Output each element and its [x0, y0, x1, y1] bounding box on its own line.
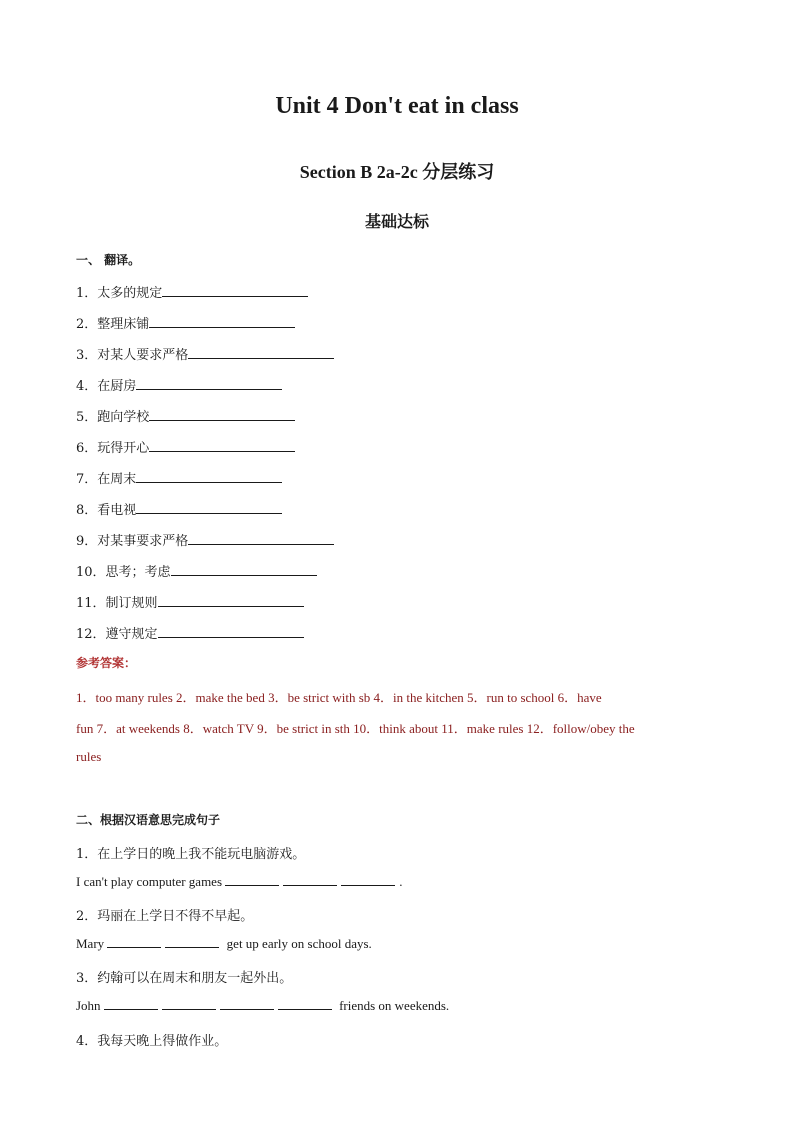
- answer-blank[interactable]: [158, 594, 304, 607]
- translate-item: [76, 344, 334, 363]
- sentence-end: .: [399, 874, 403, 889]
- answer-blank[interactable]: [165, 936, 219, 948]
- answer-key-line: rules: [76, 749, 102, 764]
- translate-item: [76, 313, 295, 332]
- answer-blank[interactable]: [278, 998, 332, 1010]
- translate-item: [76, 375, 282, 394]
- sentence-prompt: 1．在上学日的晚上我不能玩电脑游戏。: [76, 847, 306, 862]
- item-text: 3．对某人要求严格: [76, 348, 189, 363]
- translate-item: [76, 406, 295, 425]
- translate-item: [76, 623, 304, 642]
- sentence-start: Mary: [76, 936, 105, 951]
- sentence-end: get up early on school days.: [226, 936, 372, 951]
- item-text: 6．玩得开心: [76, 441, 150, 456]
- answer-blank[interactable]: [283, 874, 337, 886]
- item-text: 9．对某事要求严格: [76, 534, 189, 549]
- answer-key-line: 1．too many rules 2．make the bed 3．be strict with sb 4．in the kitchen 5．run to school 6．have: [76, 690, 602, 705]
- answer-blank[interactable]: [149, 315, 295, 328]
- answer-blank[interactable]: [341, 874, 395, 886]
- translate-item: [76, 468, 282, 487]
- item-text: 5．跑向学校: [76, 410, 150, 425]
- item-text: 8．看电视: [76, 503, 137, 518]
- translate-item: [76, 437, 295, 456]
- translate-item: [76, 499, 282, 518]
- answer-blank[interactable]: [162, 284, 308, 297]
- sentence-end: friends on weekends.: [339, 998, 450, 1013]
- part1-heading: 一、 翻译。: [76, 253, 141, 267]
- answer-blank[interactable]: [104, 998, 158, 1010]
- sentence-prompt: 2．玛丽在上学日不得不早起。: [76, 909, 254, 924]
- part2-heading: 二、根据汉语意思完成句子: [76, 813, 221, 827]
- sentence-start: John: [76, 998, 101, 1013]
- item-text: 1．太多的规定: [76, 286, 163, 301]
- answer-blank[interactable]: [136, 377, 282, 390]
- answer-blank[interactable]: [158, 625, 304, 638]
- answer-blank[interactable]: [149, 408, 295, 421]
- answer-blank[interactable]: [107, 936, 161, 948]
- item-text: 11．制订规则: [76, 596, 158, 611]
- sentence-prompt: 4．我每天晚上得做作业。: [76, 1034, 228, 1049]
- item-text: 2．整理床铺: [76, 317, 150, 332]
- answer-key-heading: 参考答案：: [76, 656, 137, 670]
- sentence-answer-line: [76, 998, 449, 1014]
- item-text: 7．在周末: [76, 472, 137, 487]
- translate-item: [76, 530, 334, 549]
- section-subtitle: Section B 2a-2c 分层练习: [299, 162, 495, 182]
- answer-blank[interactable]: [171, 563, 317, 576]
- page-title: Unit 4 Don't eat in class: [275, 93, 519, 119]
- answer-blank[interactable]: [188, 346, 334, 359]
- item-text: 4．在厨房: [76, 379, 137, 394]
- answer-key-line: fun 7．at weekends 8．watch TV 9．be strict in sth 10．think about 11．make rules 12．follow/obey the: [76, 721, 635, 736]
- answer-blank[interactable]: [188, 532, 334, 545]
- sentence-answer-line: [76, 936, 372, 952]
- answer-blank[interactable]: [136, 501, 282, 514]
- sentence-answer-line: [76, 874, 403, 890]
- sentence-prompt: 3．约翰可以在周末和朋友一起外出。: [76, 971, 293, 986]
- level-heading: 基础达标: [364, 212, 429, 231]
- translate-item: [76, 282, 308, 301]
- answer-blank[interactable]: [225, 874, 279, 886]
- sentence-start: I can't play computer games: [76, 874, 223, 889]
- item-text: 10．思考；考虑: [76, 565, 171, 580]
- answer-blank[interactable]: [136, 470, 282, 483]
- item-text: 12．遵守规定: [76, 627, 158, 642]
- answer-blank[interactable]: [162, 998, 216, 1010]
- translate-item: [76, 561, 317, 580]
- translate-item: [76, 592, 304, 611]
- answer-blank[interactable]: [220, 998, 274, 1010]
- answer-blank[interactable]: [149, 439, 295, 452]
